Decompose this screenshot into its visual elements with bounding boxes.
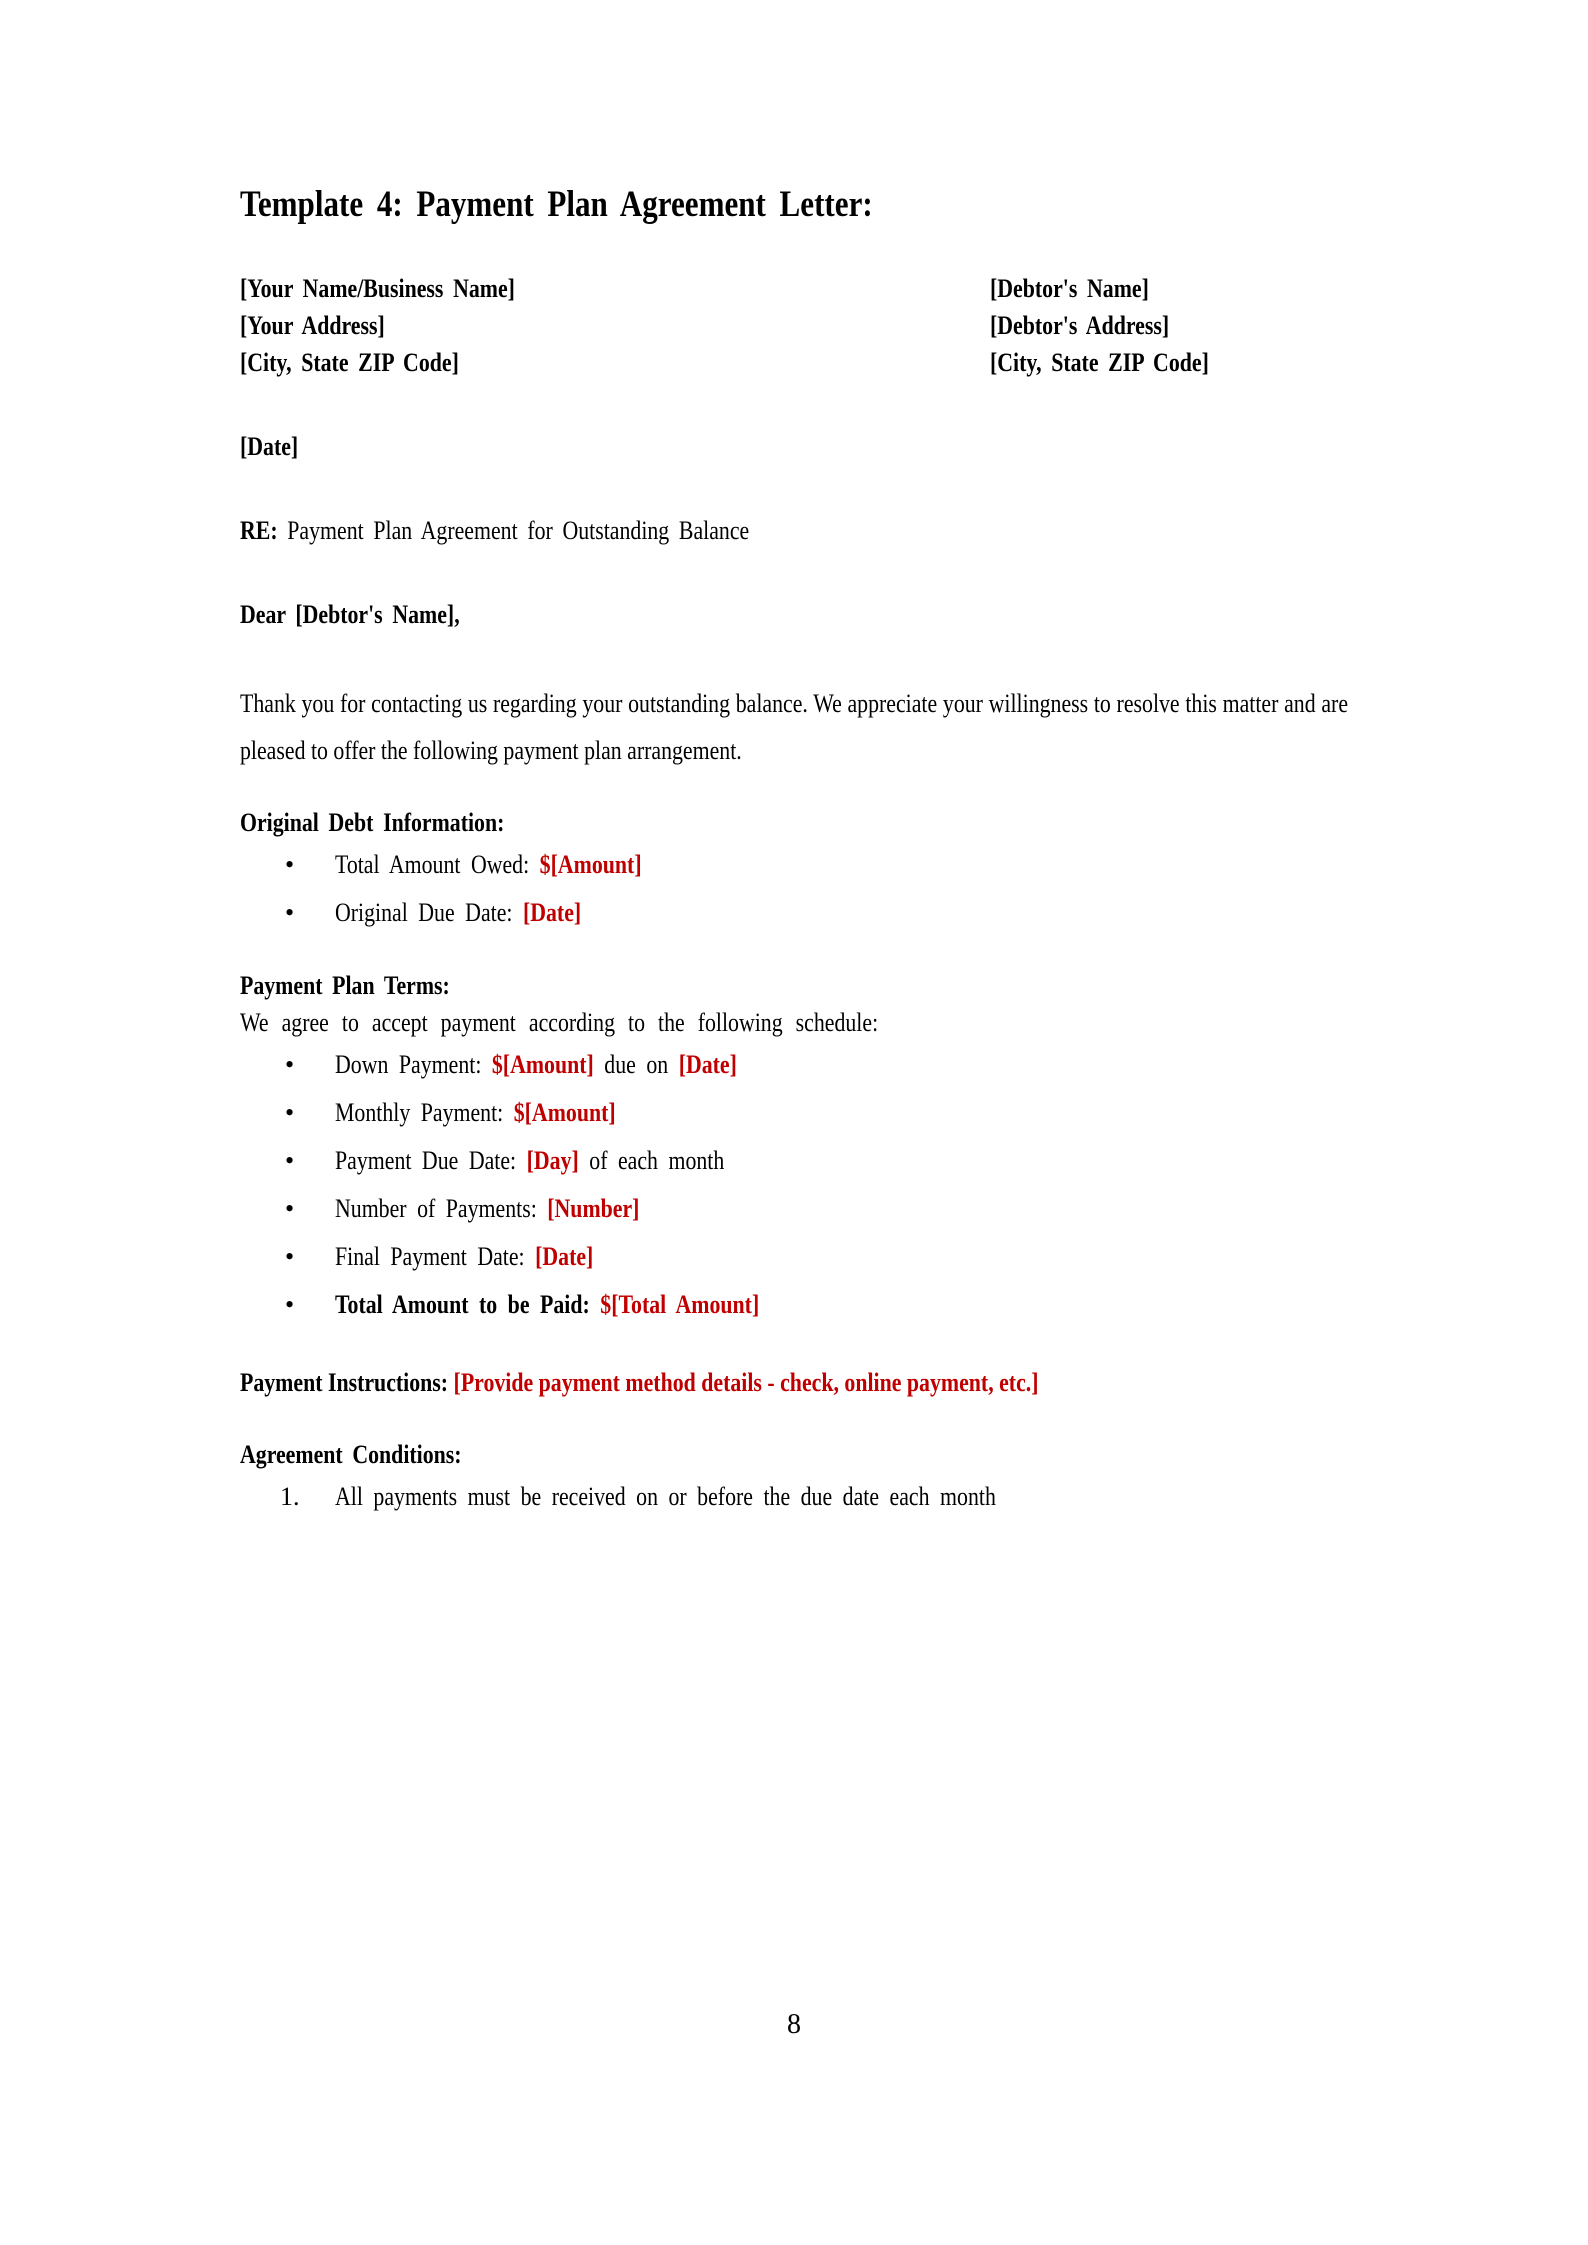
payment-terms-heading: Payment Plan Terms: [240, 971, 450, 1000]
intro-paragraph [240, 680, 1348, 774]
list-item [240, 1137, 1348, 1185]
item-value-secondary: [Date] [678, 1050, 737, 1079]
sender-name: [Your Name/Business Name] [240, 274, 515, 303]
address-row [240, 344, 1348, 381]
subject-line [240, 512, 1348, 549]
item-label: Original Due Date: [335, 898, 523, 927]
list-item [240, 1185, 1348, 1233]
spacer [240, 1329, 1348, 1359]
list-item-text: All payments must be received on or before the due date each month [335, 1482, 996, 1511]
item-value: $[Amount] [539, 850, 642, 879]
list-item [240, 1473, 1348, 1521]
bullet-icon: • [285, 1098, 295, 1127]
original-debt-list [240, 841, 1348, 937]
recipient-name: [Debtor's Name] [990, 274, 1149, 303]
item-label: Total Amount to be Paid: [335, 1290, 601, 1319]
item-value: [Date] [522, 898, 582, 927]
agreement-conditions-heading: Agreement Conditions: [240, 1440, 462, 1469]
page-title-text: Template 4: Payment Plan Agreement Letter: [240, 184, 873, 225]
list-item [240, 889, 1348, 937]
recipient-street: [Debtor's Address] [990, 311, 1170, 340]
salutation: Dear [Debtor's Name], [240, 600, 460, 629]
item-label: Number of Payments: [335, 1194, 548, 1223]
intro-paragraph-text: Thank you for contacting us regarding your outstanding balance. We appreciate your willingness to resolve this matter and are pleased to offer the following payment plan arrangement. [240, 689, 1349, 765]
spacer [240, 633, 1348, 680]
spacer [240, 1406, 1348, 1436]
recipient-city-state-zip: [City, State ZIP Code] [990, 348, 1209, 377]
bullet-icon: • [285, 850, 295, 879]
item-label: Down Payment: [335, 1050, 492, 1079]
item-value: $[Amount] [513, 1098, 616, 1127]
bullet-icon: • [285, 1194, 295, 1223]
subject-label: RE: [240, 516, 278, 545]
list-item [240, 841, 1348, 889]
page-number: 8 [787, 2009, 801, 2040]
payment-instructions-value: [Provide payment method details - check, online payment, etc.] [453, 1368, 1039, 1397]
list-item [240, 1041, 1348, 1089]
list-item [240, 1233, 1348, 1281]
subject-text [278, 516, 288, 545]
spacer [240, 381, 1348, 428]
bullet-icon: • [285, 1242, 295, 1271]
item-middle: due on [593, 1050, 679, 1079]
item-value: [Day] [526, 1146, 579, 1175]
payment-instructions-label: Payment Instructions: [240, 1368, 454, 1397]
item-label: Final Payment Date: [335, 1242, 536, 1271]
address-block [240, 270, 1348, 381]
address-row [240, 307, 1348, 344]
document-body [240, 186, 1348, 1521]
item-value: [Date] [535, 1242, 594, 1271]
subject-value: Payment Plan Agreement for Outstanding Balance [287, 516, 750, 545]
spacer [240, 774, 1348, 804]
date-line: [Date] [240, 432, 299, 461]
payment-terms-intro: We agree to accept payment according to the following schedule: [240, 1008, 879, 1037]
agreement-conditions-list [240, 1473, 1348, 1521]
payment-terms-list [240, 1041, 1348, 1329]
page-title [240, 186, 1348, 223]
spacer [240, 465, 1348, 512]
bullet-icon: • [285, 1050, 295, 1079]
spacer [240, 937, 1348, 967]
address-row [240, 270, 1348, 307]
list-item [240, 1089, 1348, 1137]
sender-street: [Your Address] [240, 311, 385, 340]
item-label: Payment Due Date: [335, 1146, 527, 1175]
original-debt-heading: Original Debt Information: [240, 808, 505, 837]
item-value: [Number] [547, 1194, 640, 1223]
item-value: $[Amount] [491, 1050, 594, 1079]
list-number: 1. [280, 1482, 300, 1511]
item-label: Total Amount Owed: [335, 850, 540, 879]
spacer [240, 223, 1348, 270]
bullet-icon: • [285, 898, 295, 927]
bullet-icon: • [285, 1146, 295, 1175]
item-suffix: of each month [578, 1146, 725, 1175]
item-label: Monthly Payment: [335, 1098, 514, 1127]
bullet-icon: • [285, 1290, 295, 1319]
item-value: $[Total Amount] [600, 1290, 760, 1319]
list-item-total [240, 1281, 1348, 1329]
payment-instructions [240, 1359, 1348, 1406]
sender-city-state-zip: [City, State ZIP Code] [240, 348, 459, 377]
spacer [240, 549, 1348, 596]
